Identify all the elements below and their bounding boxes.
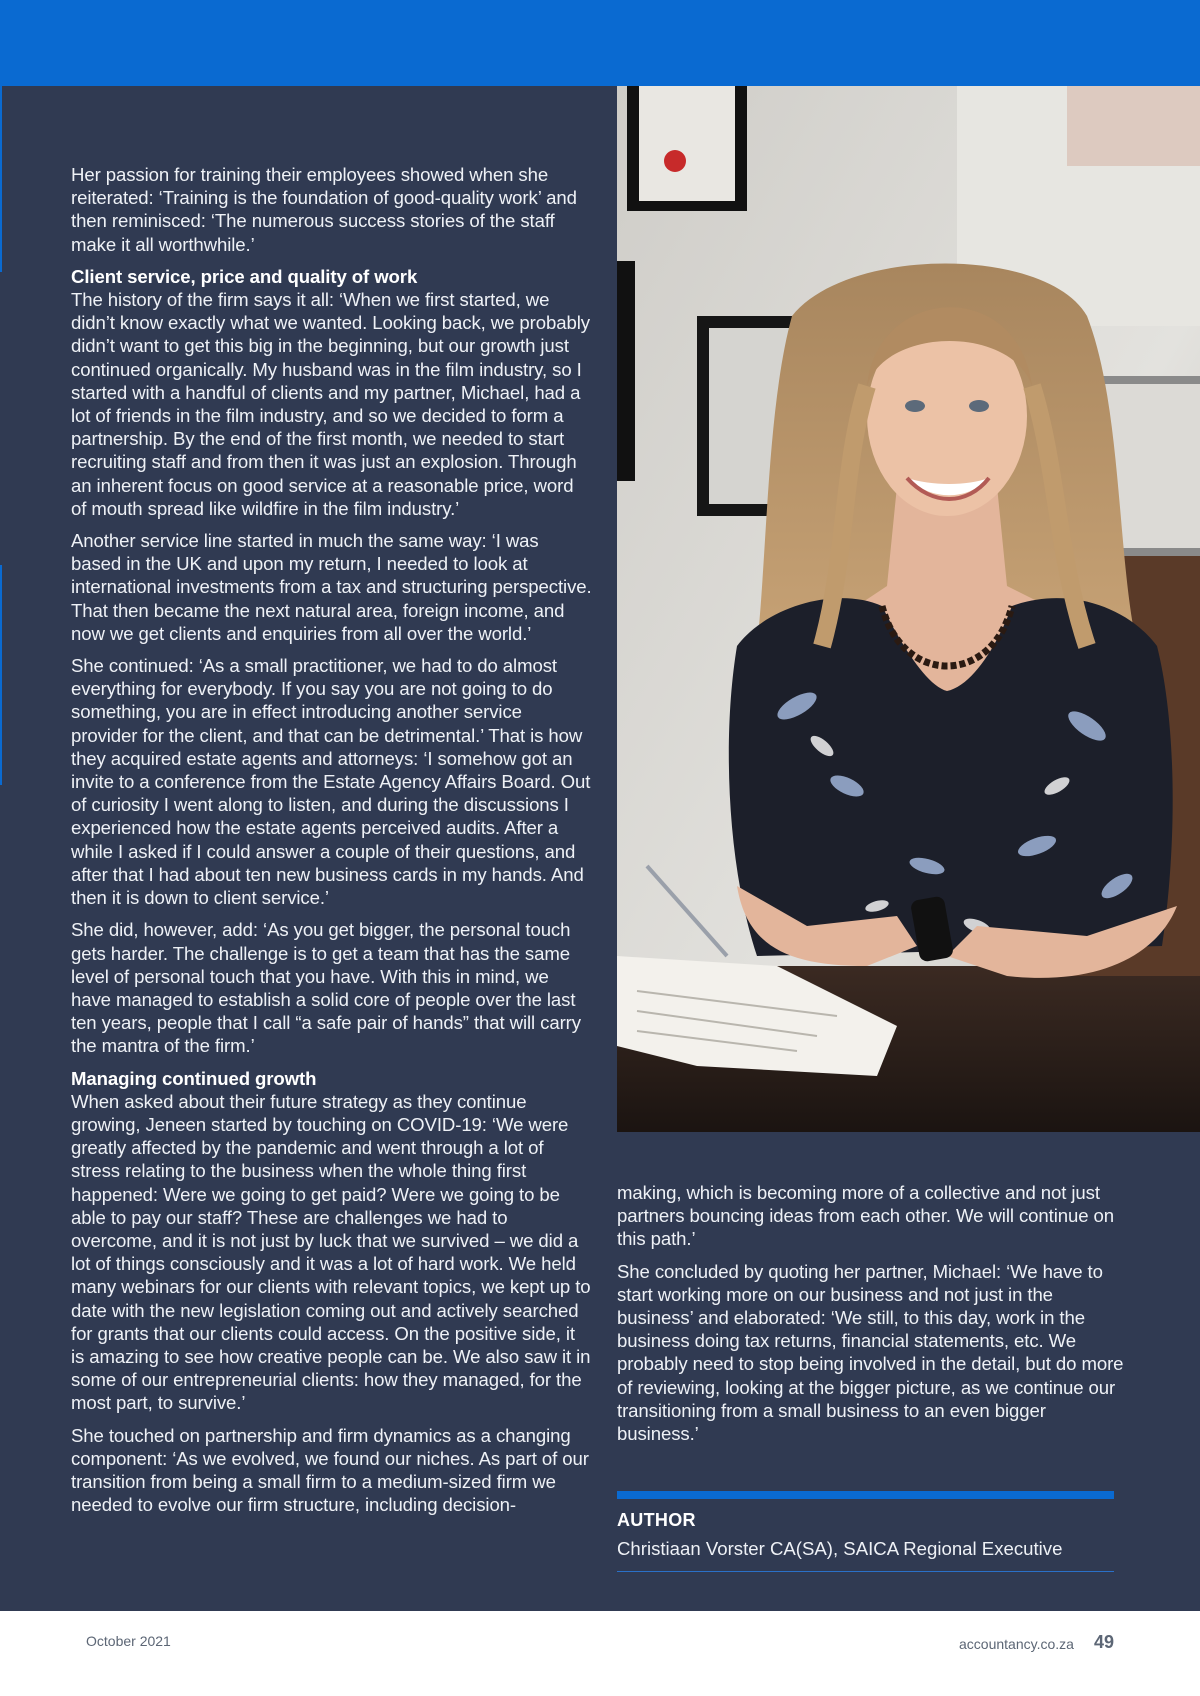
- portrait-illustration: [617, 86, 1200, 1132]
- body-paragraph: She did, however, add: ‘As you get bigger, the personal touch gets harder. The challenge is to get a team that has the same level of personal touch that you have. With this in mind, we have managed to establish a solid core of people over the last ten years, people that I call “a safe pair of hands” that will carry the mantra of the firm.’: [71, 919, 581, 1057]
- article-column-right: [617, 1181, 1125, 1454]
- website-link[interactable]: accountancy.co.za: [959, 1636, 1074, 1652]
- section-heading: Managing continued growth: [71, 1067, 317, 1089]
- left-edge-accent: [0, 565, 2, 785]
- body-paragraph: making, which is becoming more of a collective and not just partners bouncing ideas from each other. We will continue on this path.’: [617, 1182, 1115, 1250]
- portrait-photo: [617, 86, 1200, 1132]
- body-paragraph: When asked about their future strategy as they continue growing, Jeneen started by touching on COVID-19: ‘We were greatly affected by the pandemic and went through a lot of stress relating to the business when the whole thing first happened: Were we going to get paid? Were we going to be able to pay our staff? These are challenges we had to overcome, and it is not just by luck that we survived – we did a lot of things consciously and it was a lot of hard work. We held many webinars for our clients with relevant topics, we kept up to date with the new legislation coming out and actively searched for grants that our clients could access. On the positive side, it is amazing to see how creative people can be. We also saw it in some of our entrepreneurial clients: how they managed, for the most part, to survive.’: [71, 1090, 591, 1414]
- article-column-left: [71, 163, 593, 1525]
- left-edge-accent: [0, 86, 2, 272]
- body-paragraph: Another service line started in much the same way: ‘I was based in the UK and upon my return, I needed to look at international investments from a tax and structuring perspective. That then became the next natural area, foreign income, and now we get clients and enquiries from all over the world.’: [71, 530, 592, 644]
- author-divider-bar: [617, 1491, 1114, 1499]
- body-paragraph: She continued: ‘As a small practitioner, we had to do almost everything for everybody. If you say you are not going to do something, you are in effect introducing another service provider for the client, and that can be detrimental.’ That is how they acquired estate agents and attorneys: ‘I somehow got an invite to a conference from the Estate Agency Affairs Board. Out of curiosity I went along to listen, and during the discussions I experienced how the estate agents perceived audits. After a while I asked if I could answer a couple of their questions, and after that I had about ten new business cards in my hands. And then it is down to client service.’: [71, 655, 591, 909]
- issue-date: October 2021: [86, 1633, 171, 1649]
- author-rule: [617, 1571, 1114, 1572]
- body-paragraph: The history of the firm says it all: ‘When we first started, we didn’t know exactly what we wanted. Looking back, we probably didn’t want to get this big in the beginning, but our growth just continued organically. My husband was in the film industry, so I started with a handful of clients and my partner, Michael, had a lot of friends in the film industry, and so we decided to form a partnership. By the end of the first month, we needed to start recruiting staff and from then it was just an explosion. Through an inherent focus on good service at a reasonable price, word of mouth spread like wildfire in the film industry.’: [71, 289, 590, 519]
- top-color-band: [0, 0, 1200, 86]
- body-paragraph: She concluded by quoting her partner, Michael: ‘We have to start working more on our business and not just in the business’ and elaborated: ‘We still, to this day, work in the business doing tax returns, financial statements, etc. We probably need to stop being involved in the detail, but do more of reviewing, looking at the bigger picture, as we continue our transitioning from a small business to an even bigger business.’: [617, 1260, 1124, 1445]
- author-label: AUTHOR: [617, 1510, 696, 1530]
- section-heading: Client service, price and quality of work: [71, 265, 418, 287]
- body-paragraph: Her passion for training their employees showed when she reiterated: ‘Training is the foundation of good-quality work’ and then reminisced: ‘The numerous success stories of the staff make it all worthwhile.’: [71, 164, 577, 255]
- body-paragraph: She touched on partnership and firm dynamics as a changing component: ‘As we evolved, we found our niches. As part of our transition from being a small firm to a medium-sized firm we needed to evolve our firm structure, including decision-: [71, 1424, 589, 1516]
- author-name: Christiaan Vorster CA(SA), SAICA Regional Executive: [617, 1538, 1063, 1559]
- page-number: 49: [1094, 1632, 1115, 1652]
